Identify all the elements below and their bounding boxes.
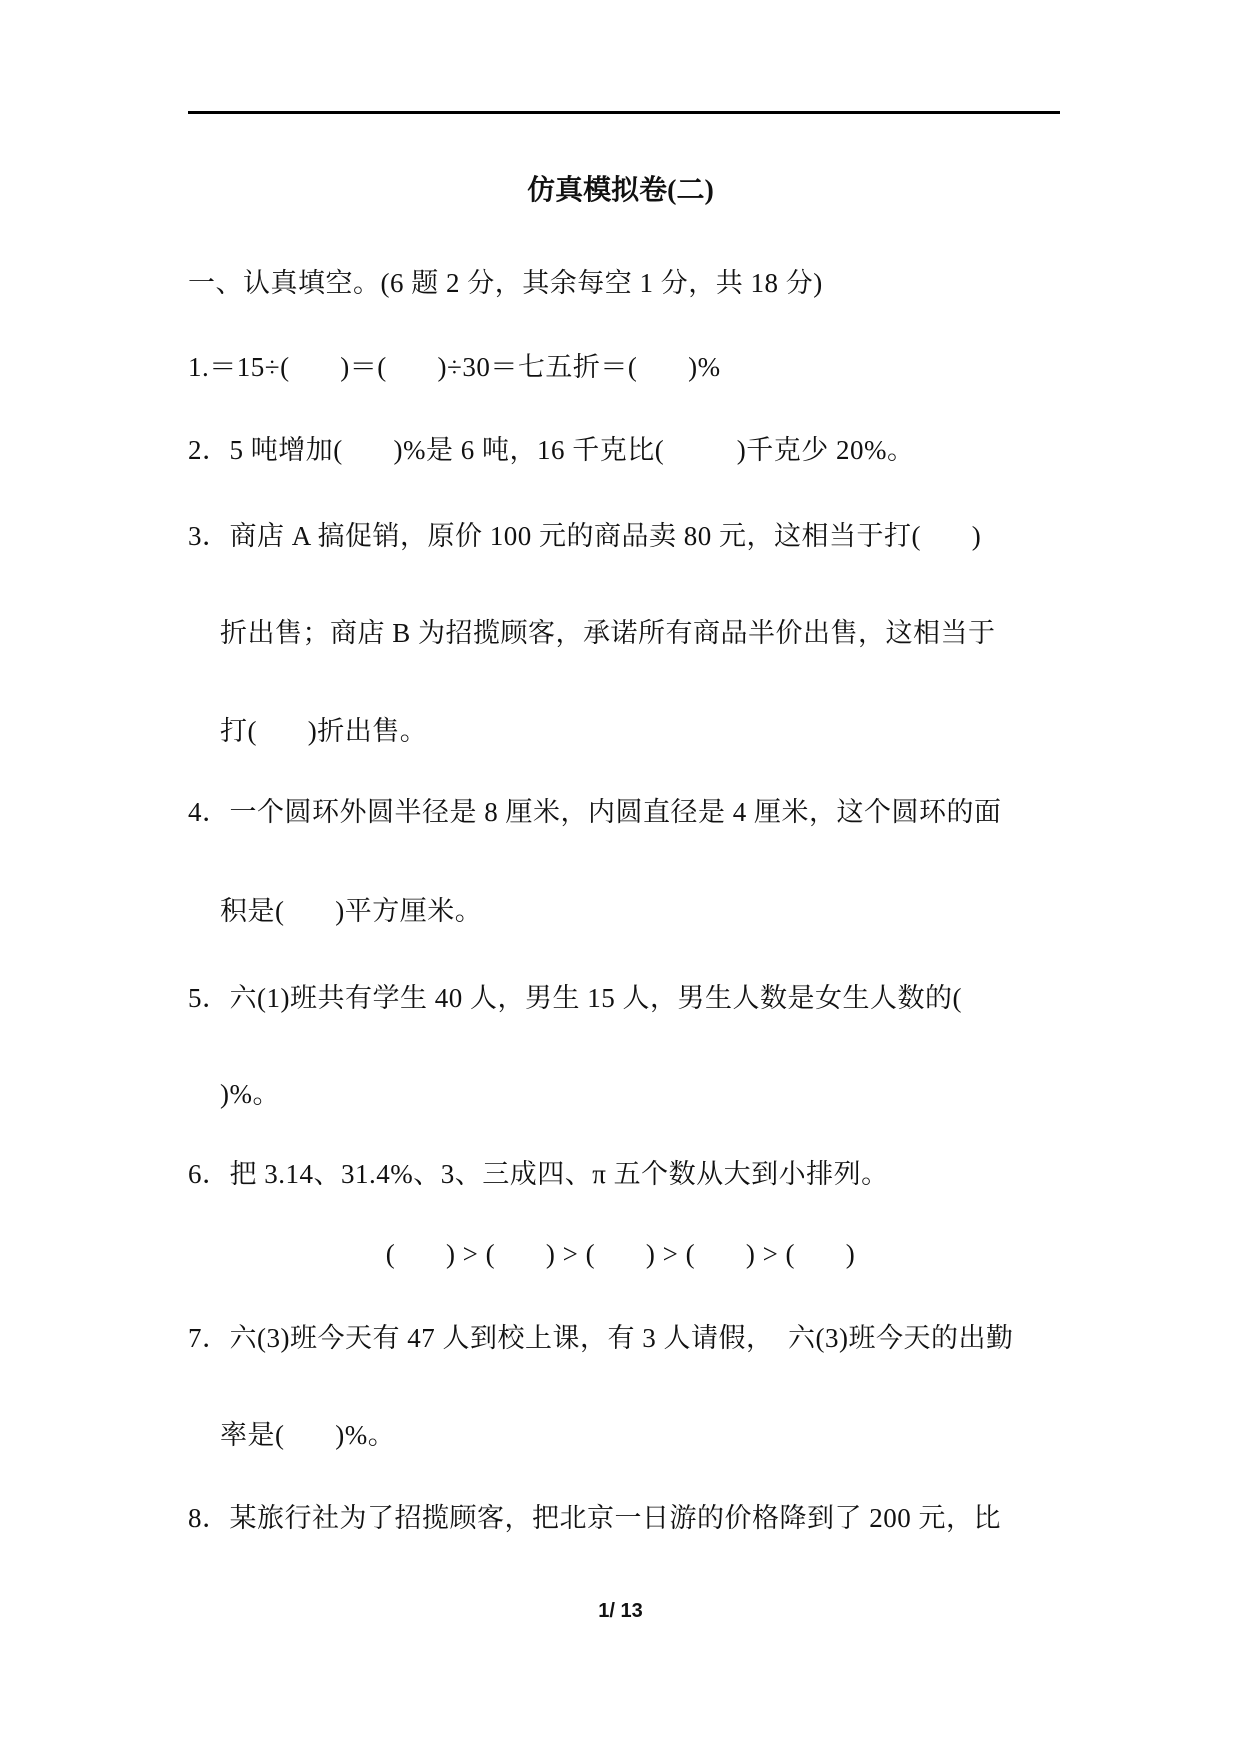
question-6-blanks: ( ) > ( ) > ( ) > ( ) > ( )	[385, 1239, 856, 1269]
question-3: 3．商店 A 搞促销，原价 100 元的商品卖 80 元，这相当于打( )	[188, 521, 982, 551]
question-6: 6．把 3.14、31.4%、3、三成四、π 五个数从大到小排列。	[188, 1159, 889, 1189]
page-number: 1/ 13	[598, 1600, 643, 1622]
question-7-cont: 率是( )%。	[220, 1420, 396, 1450]
question-5: 5．六(1)班共有学生 40 人，男生 15 人，男生人数是女生人数的(	[188, 983, 962, 1013]
question-7: 7．六(3)班今天有 47 人到校上课，有 3 人请假， 六(3)班今天的出勤	[188, 1323, 1014, 1353]
question-3-cont: 打( )折出售。	[220, 716, 428, 746]
question-4: 4．一个圆环外圆半径是 8 厘米，内圆直径是 4 厘米，这个圆环的面	[188, 797, 1002, 827]
header-rule	[188, 111, 1060, 114]
question-4-cont: 积是( )平方厘米。	[220, 896, 483, 926]
question-8: 8．某旅行社为了招揽顾客，把北京一日游的价格降到了 200 元，比	[188, 1503, 1001, 1533]
question-1: 1.＝15÷( )＝( )÷30＝七五折＝( )%	[188, 352, 721, 382]
question-5-cont: )%。	[220, 1079, 280, 1109]
section-heading: 一、认真填空。(6 题 2 分，其余每空 1 分，共 18 分)	[188, 268, 823, 298]
question-2: 2．5 吨增加( )%是 6 吨，16 千克比( )千克少 20%。	[188, 435, 915, 465]
page-title: 仿真模拟卷(二)	[527, 175, 714, 206]
question-3-cont: 折出售；商店 B 为招揽顾客，承诺所有商品半价出售，这相当于	[220, 618, 996, 648]
